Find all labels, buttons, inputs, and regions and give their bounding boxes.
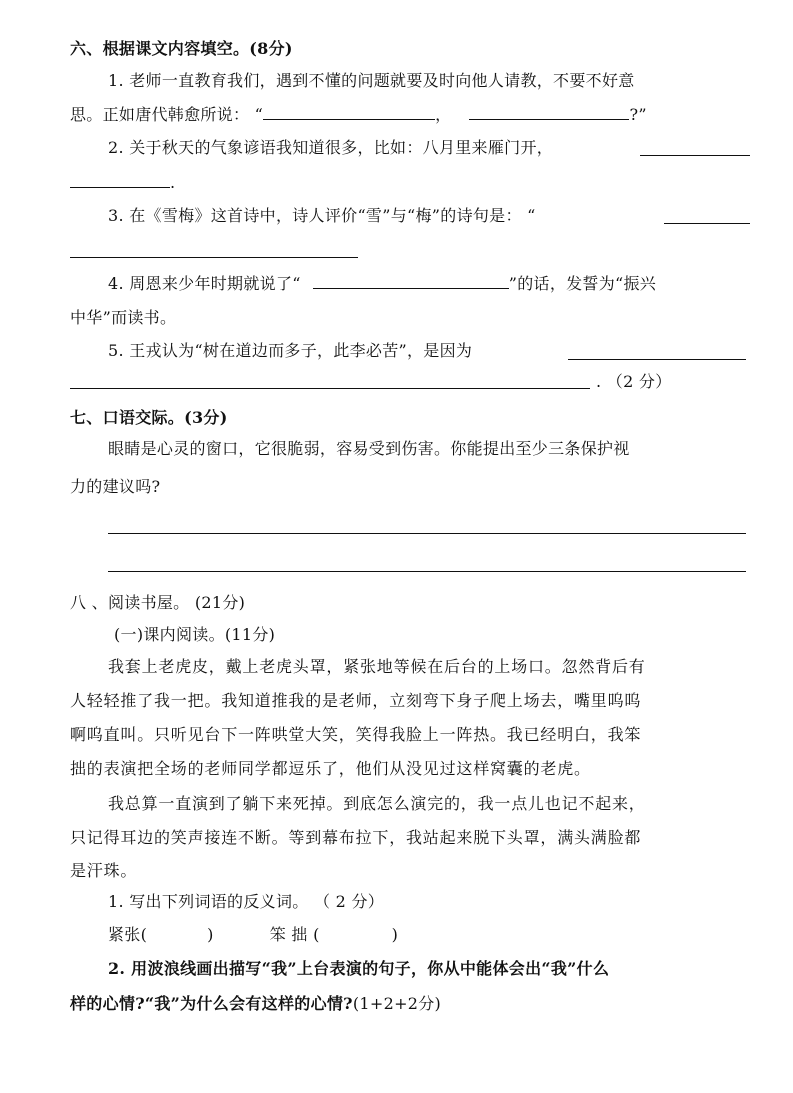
s6-q4-line1 <box>108 273 656 295</box>
s8-subtitle: (一)课内阅读。(11分) <box>114 625 276 644</box>
s7-line1: 眼睛是心灵的窗口，它很脆弱，容易受到伤害。你能提出至少三条保护视 <box>108 439 630 458</box>
s7-answer-line2[interactable] <box>108 571 746 572</box>
s6-q1-comma: ， <box>435 105 452 124</box>
s6-q1-blank2[interactable] <box>469 104 629 120</box>
s8-q2-line2-a: 样的心情?“我”为什么会有这样的心情? <box>70 994 353 1013</box>
s8-q2-score: (1+2+2分) <box>352 994 442 1013</box>
s6-q1-line1: 1. 老师一直教育我们，遇到不懂的问题就要及时向他人请教，不要不好意 <box>108 71 635 90</box>
section8-title: 八 、阅读书屋。 (21分) <box>70 593 246 612</box>
s8-q1-w2-close: ) <box>391 925 399 944</box>
s6-q1-line2-a: 思。正如唐代韩愈所说： “ <box>70 105 264 124</box>
s6-q3-blank1[interactable] <box>664 208 750 224</box>
s6-q5-blank1[interactable] <box>568 344 746 360</box>
s6-q2-line1: 2. 关于秋天的气象谚语我知道很多，比如：八月里来雁门开， <box>108 138 554 157</box>
s8-p2-l1: 我总算一直演到了躺下来死掉。到底怎么演完的，我一点儿也记不起来， <box>108 794 646 813</box>
s6-q4-a: 4. 周恩来少年时期就说了“ <box>108 274 301 293</box>
s6-q5-line1: 5. 王戎认为“树在道边而多子，此李必苦”，是因为 <box>108 341 473 360</box>
s6-q4-line2: 中华”而读书。 <box>70 308 177 327</box>
s6-q1-end: ?” <box>629 105 647 124</box>
s6-q5-score: . （2 分） <box>596 372 672 391</box>
s6-q1-line2 <box>70 104 647 126</box>
s8-q1-w1: 紧张( <box>108 925 148 944</box>
s6-q4-b: ”的话，发誓为“振兴 <box>508 274 657 293</box>
s8-p1-l4: 拙的表演把全场的老师同学都逗乐了，他们从没见过这样窝囊的老虎。 <box>70 759 591 778</box>
s6-q2-blank2[interactable] <box>70 172 170 188</box>
s6-q2-blank1[interactable] <box>640 140 750 156</box>
s8-q1-line: 1. 写出下列词语的反义词。 （ 2 分） <box>108 892 385 911</box>
s8-q1-w2: 笨 拙 ( <box>269 925 320 944</box>
s8-p2-l3: 是汗珠。 <box>70 861 138 880</box>
s6-q4-blank[interactable] <box>313 273 509 289</box>
s6-q3-line1: 3. 在《雪梅》这首诗中，诗人评价“雪”与“梅”的诗句是： “ <box>108 206 536 225</box>
section7-title: 七、口语交际。(3分) <box>70 408 228 427</box>
s8-q2-line2 <box>70 993 441 1015</box>
s7-line2: 力的建议吗? <box>70 477 161 496</box>
s7-answer-line1[interactable] <box>108 533 746 534</box>
section6-title: 六、根据课文内容填空。(8分) <box>70 39 293 58</box>
s6-q5-blank2[interactable] <box>70 373 590 389</box>
s8-p1-l3: 啊呜直叫。只听见台下一阵哄堂大笑，笑得我脸上一阵热。我已经明白，我笨 <box>70 725 642 744</box>
s8-p1-l2: 人轻轻推了我一把。我知道推我的是老师，立刻弯下身子爬上场去，嘴里呜呜 <box>70 691 642 710</box>
s8-q1-words <box>108 924 398 946</box>
s6-q1-blank1[interactable] <box>263 104 435 120</box>
s8-p1-l1: 我套上老虎皮，戴上老虎头罩，紧张地等候在后台的上场口。忽然背后有 <box>108 657 646 676</box>
s8-q2-line1: 2. 用波浪线画出描写“我”上台表演的句子，你从中能体会出“我”什么 <box>108 959 610 978</box>
s8-p2-l2: 只记得耳边的笑声接连不断。等到幕布拉下，我站起来脱下头罩，满头满脸都 <box>70 828 642 847</box>
s8-q1-w1-close: ) <box>207 925 214 944</box>
s6-q2-period: . <box>170 173 176 192</box>
s6-q3-blank2[interactable] <box>70 242 358 258</box>
